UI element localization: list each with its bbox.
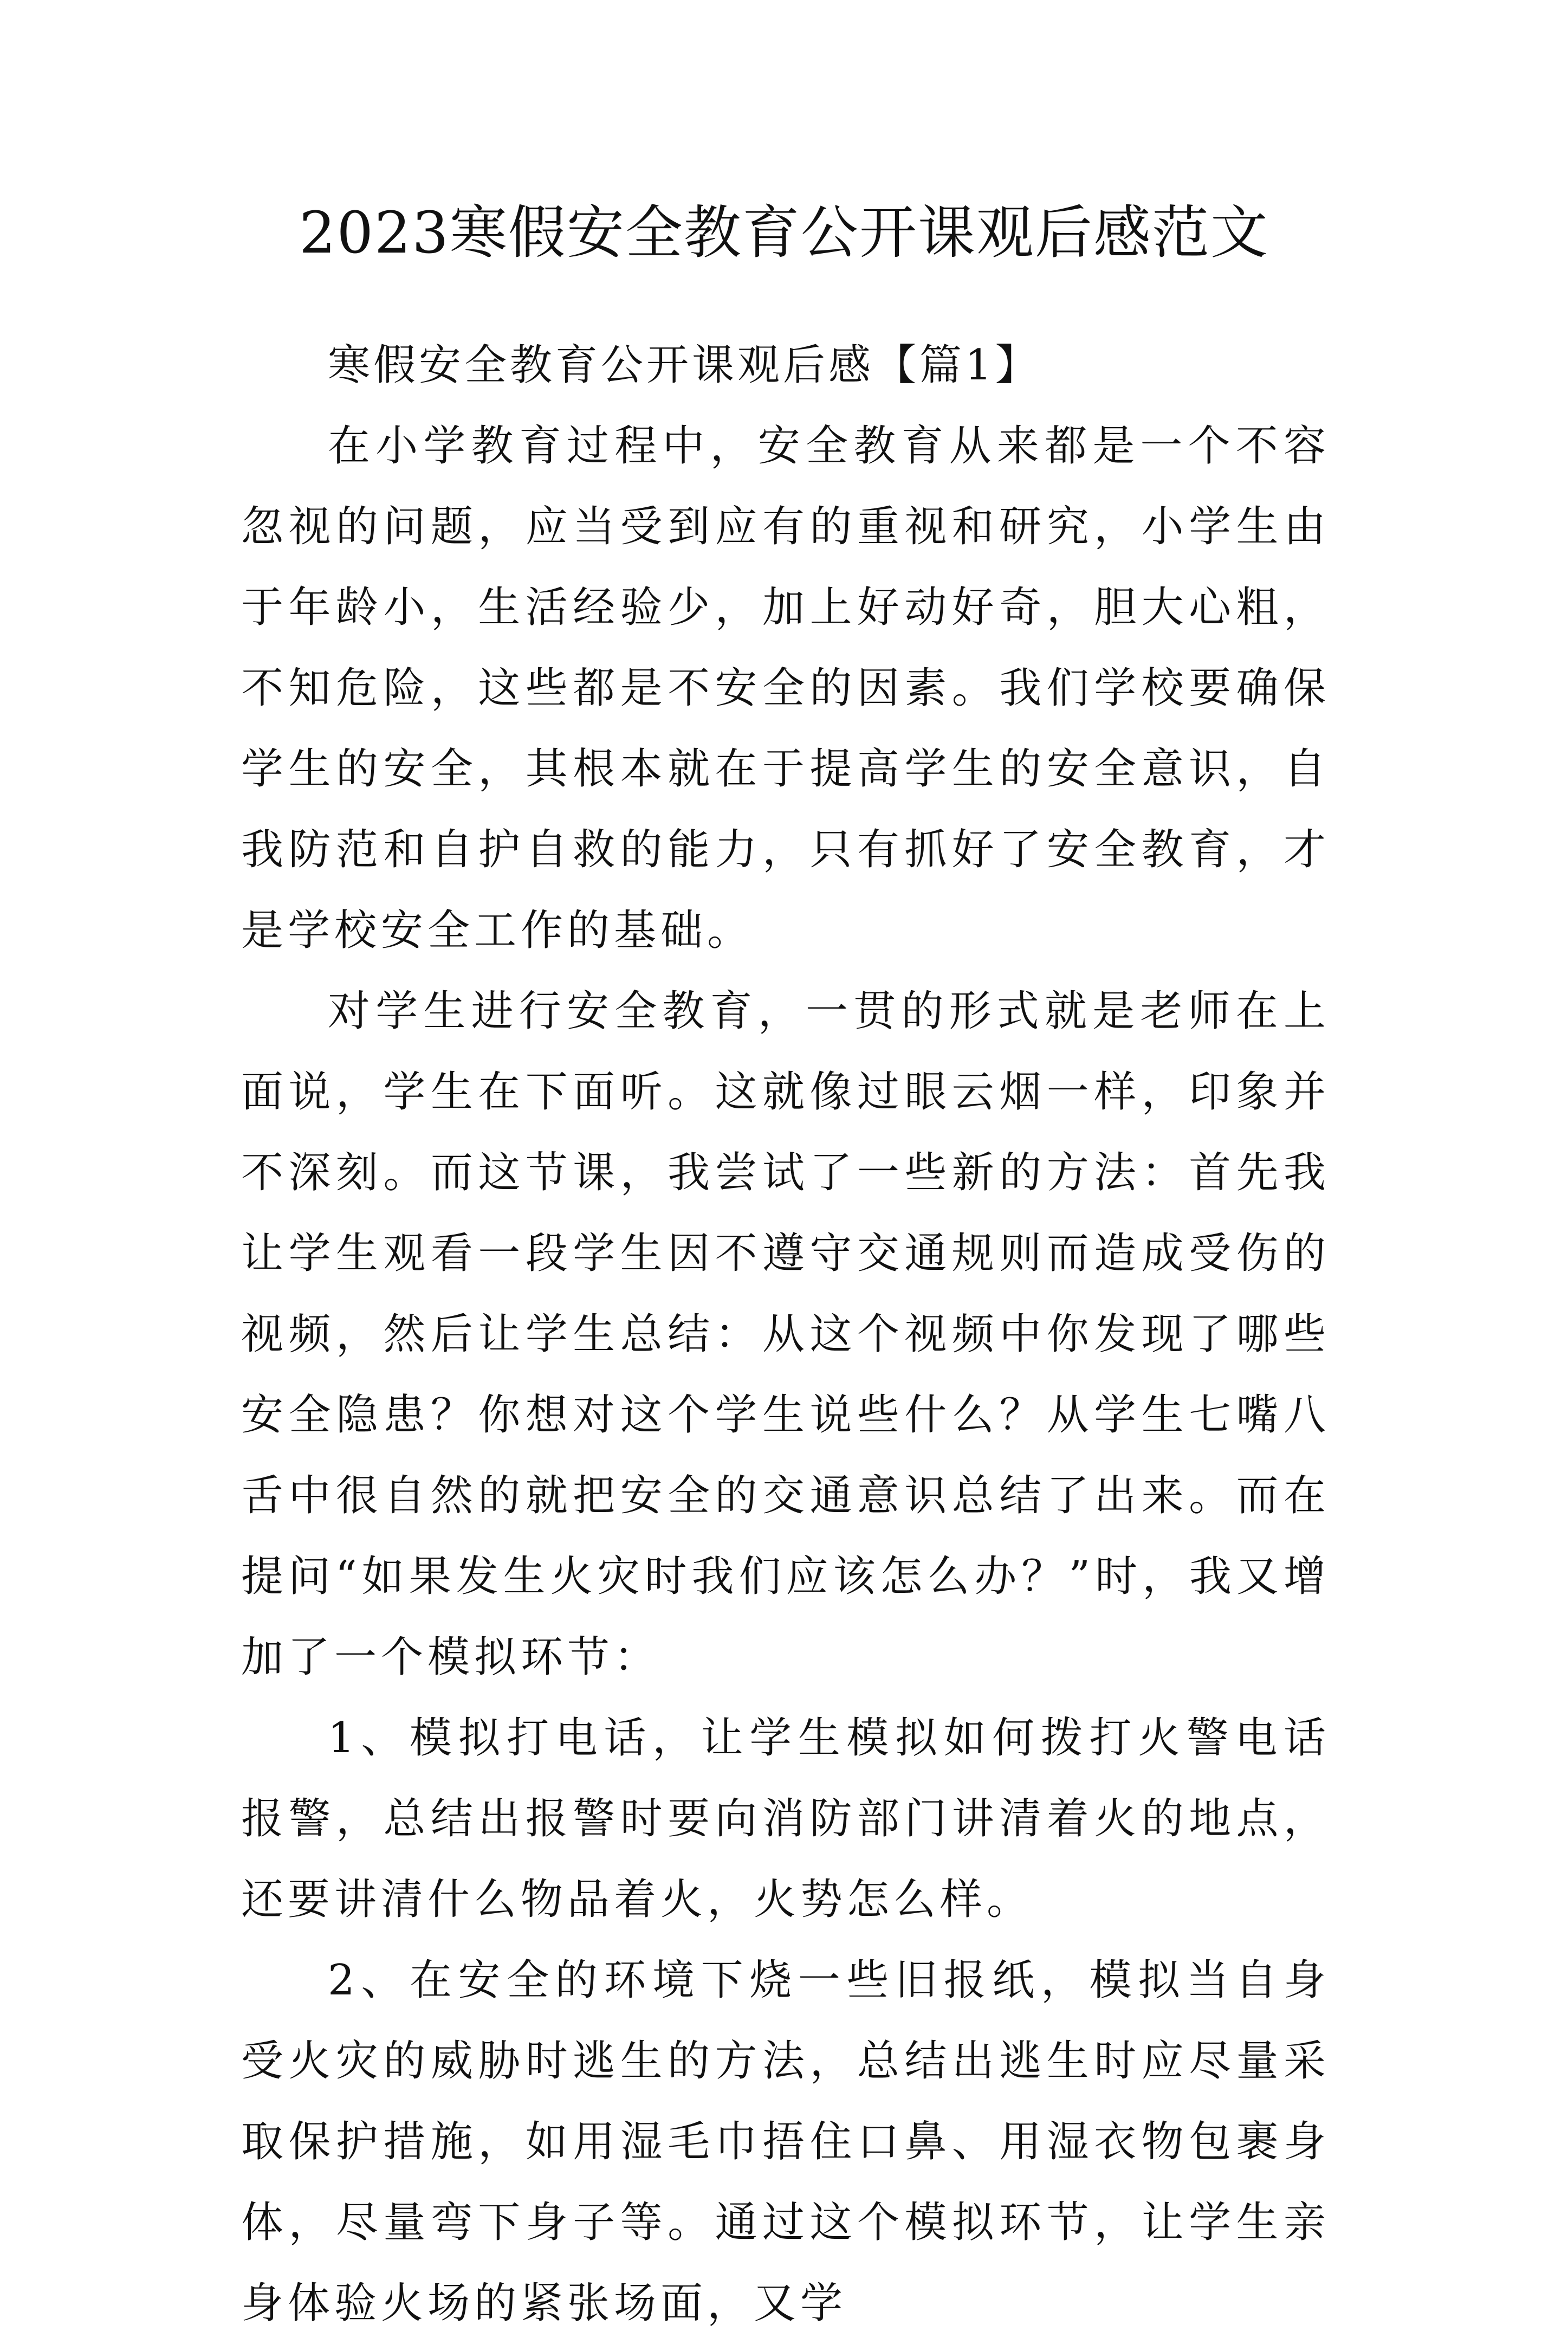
section-heading: 寒假安全教育公开课观后感【篇1】	[328, 341, 1041, 390]
paragraph: 2、在安全的环境下烧一些旧报纸，模拟当自身受火灾的威胁时逃生的方法，总结出逃生时应尽量采取保护措施，如用湿毛巾捂住口鼻、用湿衣物包裹身体，尽量弯下身子等。通过这个模拟环节，让学生亲身体验火场的紧张场面，又学	[241, 1956, 1330, 2328]
paragraph: 对学生进行安全教育，一贯的形式就是老师在上面说，学生在下面听。这就像过眼云烟一样，印象并不深刻。而这节课，我尝试了一些新的方法：首先我让学生观看一段学生因不遵守交通规则而造成受伤的视频，然后让学生总结：从这个视频中你发现了哪些安全隐患？你想对这个学生说些什么？从学生七嘴八舌中很自然的就把安全的交通意识总结了出来。而在提问“如果发生火灾时我们应该怎么办？”时，我又增加了一个模拟环节：	[241, 987, 1330, 1682]
paragraph: 在小学教育过程中，安全教育从来都是一个不容忽视的问题，应当受到应有的重视和研究，小学生由于年龄小，生活经验少，加上好动好奇，胆大心粗，不知危险，这些都是不安全的因素。我们学校要确保学生的安全，其根本就在于提高学生的安全意识，自我防范和自护自救的能力，只有抓好了安全教育，才是学校安全工作的基础。	[241, 422, 1330, 955]
document-body	[241, 325, 1330, 2344]
document-title: 2023寒假安全教育公开课观后感范文	[299, 199, 1269, 266]
paragraph: 1、模拟打电话，让学生模拟如何拨打火警电话报警，总结出报警时要向消防部门讲清着火的地点，还要讲清什么物品着火，火势怎么样。	[241, 1714, 1330, 1924]
